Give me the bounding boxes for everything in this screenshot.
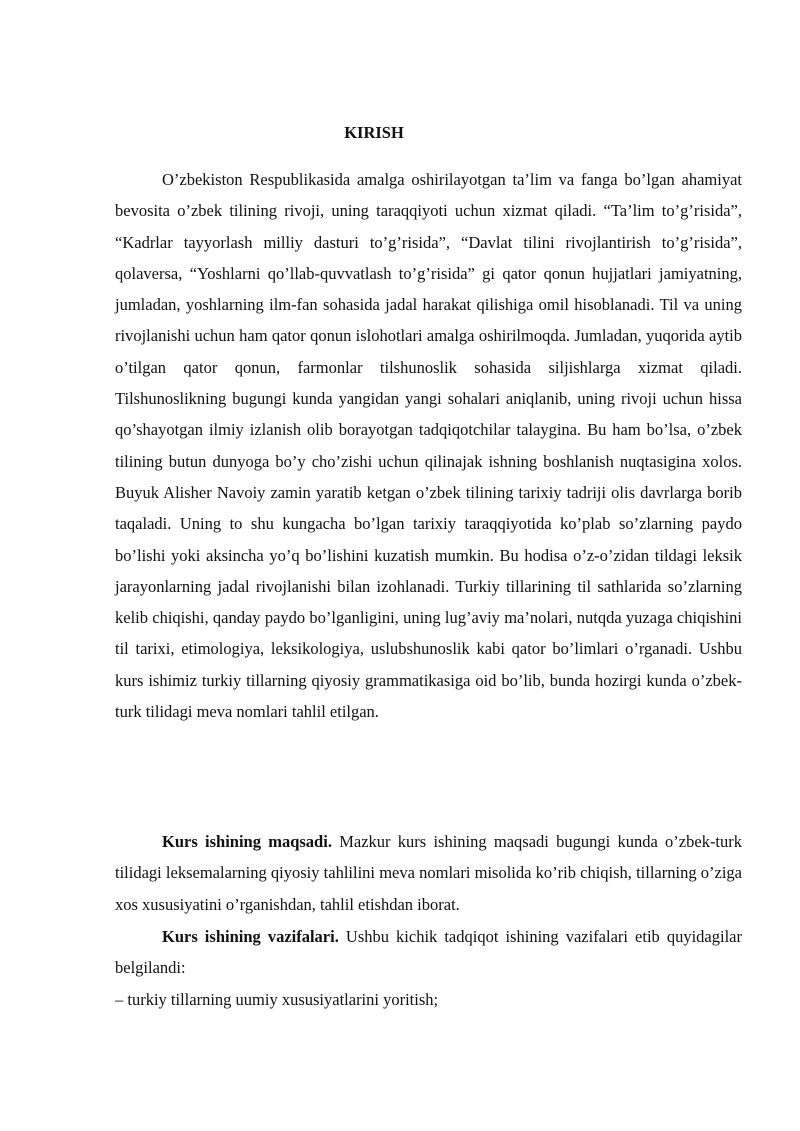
tasks-paragraph [115,921,742,984]
section-heading: KIRISH [344,123,404,142]
goal-paragraph [115,826,742,920]
tasks-text: Ushbu kichik tadqiqot ishining vazifalari etib quyidagilar belgilandi: [115,927,742,978]
tasks-section [115,921,742,1015]
tasks-lead: Kurs ishining vazifalari. [162,927,339,946]
task-list-item: – turkiy tillarning uumiy xususiyatlarini yoritish; [115,989,439,1009]
intro-section [115,164,742,727]
goal-text: Mazkur kurs ishining maqsadi bugungi kunda o’zbek-turk tilidagi leksemalarning qiyosiy tahlilini meva nomlari misolida ko’rib chiqish, tillarning o’ziga xos xususiyatini o’rganishdan, tahlil etishdan iborat. [115,832,743,914]
goal-lead: Kurs ishining maqsadi. [162,832,332,851]
intro-paragraph: O’zbekiston Respublikasida amalga oshirilayotgan ta’lim va fanga bo’lgan ahamiyat bevosita o’zbek tilining rivoji, uning taraqqiyoti uchun xizmat qiladi. “Ta’lim to’g’risida”, “Kadrlar tayyorlash milliy dasturi to’g’risida”, “Davlat tilini rivojlantirish to’g’risida”, qolaversa, “Yoshlarni qo’llab-quvvatlash to’g’risida” gi qator qonun hujjatlari jamiyatning, jumladan, yoshlarning ilm-fan sohasida jadal harakat qilishiga omil hisoblanadi. Til va uning rivojlanishi uchun ham qator qonun islohotlari amalga oshirilmoqda. Jumladan, yuqorida aytib o’tilgan qator qonun, farmonlar tilshunoslik sohasida siljishlarga xizmat qiladi. Tilshunoslikning bugungi kunda yangidan yangi sohalari aniqlanib, uning rivoji uchun hissa qo’shayotgan ilmiy izlanish olib borayotgan tadqiqotchilar talaygina. Bu ham bo’lsa, o’zbek tilining butun dunyoga bo’y cho’zishi uchun qilinajak ishning boshlanish nuqtasigina xolos. Buyuk Alisher Navoiy zamin yaratib ketgan o’zbek tilining tarixiy tadriji olis davrlarga borib taqaladi. Uning to shu kungacha bo’lgan tarixiy taraqqiyotida ko’plab so’zlarning paydo bo’lishi yoki aksincha yo’q bo’lishini kuzatish mumkin. Bu hodisa o’z-o’zidan tildagi leksik jarayonlarning jadal rivojlanishi bilan izohlanadi. Turkiy tillarining til sathlarida so’zlarning kelib chiqishi, qanday paydo bo’lganligini, uning lug’aviy ma’nolari, nutqda yuzaga chiqishini til tarixi, etimologiya, leksikologiya, uslubshunoslik kabi qator bo’limlari o’rganadi. Ushbu kurs ishimiz turkiy tillarning qiyosiy grammatikasiga oid bo’lib, bunda hozirgi kunda o’zbek-turk tilidagi meva nomlari tahlil etilgan. [115,170,742,722]
goal-section [115,826,742,920]
